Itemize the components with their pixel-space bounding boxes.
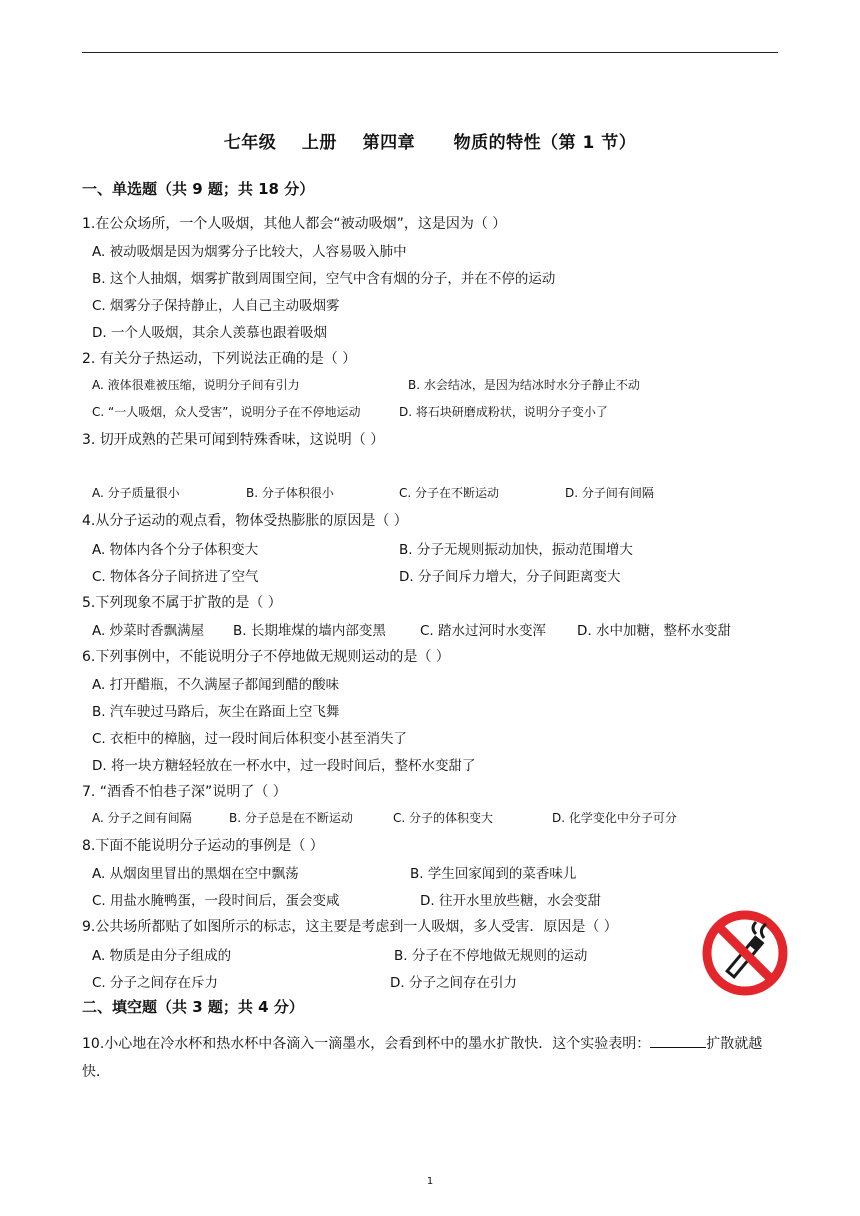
question-8-option-d: D. 往开水里放些糖，水会变甜 bbox=[420, 893, 601, 909]
question-1-stem: 1.在公众场所，一个人吸烟，其他人都会“被动吸烟”，这是因为（ ） bbox=[82, 216, 507, 232]
question-5-option-b: B. 长期堆煤的墙内部变黑 bbox=[233, 623, 386, 639]
question-4-stem: 4.从分子运动的观点看，物体受热膨胀的原因是（ ） bbox=[82, 513, 408, 529]
question-3-option-c: C. 分子在不断运动 bbox=[399, 486, 500, 500]
question-2-option-d: D. 将石块研磨成粉状，说明分子变小了 bbox=[399, 405, 608, 419]
question-6-option-b: B. 汽车驶过马路后，灰尘在路面上空飞舞 bbox=[92, 704, 340, 720]
question-1-option-c: C. 烟雾分子保持静止，人自己主动吸烟雾 bbox=[92, 298, 340, 314]
section-heading-single-choice: 一、单选题（共 9 题；共 18 分） bbox=[82, 180, 315, 198]
question-5-option-a: A. 炒菜时香飘满屋 bbox=[92, 623, 205, 639]
question-9-option-b: B. 分子在不停地做无规则的运动 bbox=[394, 948, 588, 964]
question-4-option-d: D. 分子间斥力增大，分子间距离变大 bbox=[399, 569, 621, 585]
question-5-stem: 5.下列现象不属于扩散的是（ ） bbox=[82, 595, 282, 611]
question-6-option-a: A. 打开醋瓶，不久满屋子都闻到醋的酸味 bbox=[92, 677, 340, 693]
question-4-option-a: A. 物体内各个分子体积变大 bbox=[92, 542, 259, 558]
question-8-option-a: A. 从烟囱里冒出的黑烟在空中飘荡 bbox=[92, 866, 299, 882]
question-6-option-d: D. 将一块方糖轻轻放在一杯水中，过一段时间后，整杯水变甜了 bbox=[92, 758, 476, 774]
question-7-option-c: C. 分子的体积变大 bbox=[393, 811, 494, 825]
question-1-option-a: A. 被动吸烟是因为烟雾分子比较大，人容易吸入肺中 bbox=[92, 244, 407, 260]
page-number: 1 bbox=[426, 1176, 434, 1187]
question-6-stem: 6.下列事例中，不能说明分子不停地做无规则运动的是（ ） bbox=[82, 649, 450, 665]
question-8-option-c: C. 用盐水腌鸭蛋，一段时间后，蛋会变咸 bbox=[92, 893, 340, 909]
question-3-option-d: D. 分子间有间隔 bbox=[565, 486, 654, 500]
question-9-option-d: D. 分子之间存在引力 bbox=[390, 975, 517, 991]
question-3-option-a: A. 分子质量很小 bbox=[92, 486, 180, 500]
question-9-option-a: A. 物质是由分子组成的 bbox=[92, 948, 232, 964]
question-2-option-c: C. “一人吸烟，众人受害”，说明分子在不停地运动 bbox=[92, 405, 361, 419]
question-4-option-c: C. 物体各分子间挤进了空气 bbox=[92, 569, 259, 585]
question-8-option-b: B. 学生回家闻到的菜香味儿 bbox=[410, 866, 577, 882]
question-3-stem: 3. 切开成熟的芒果可闻到特殊香味，这说明（ ） bbox=[82, 432, 385, 448]
header-rule bbox=[82, 52, 778, 53]
question-1-option-d: D. 一个人吸烟，其余人羡慕也跟着吸烟 bbox=[92, 325, 327, 341]
question-2-option-a: A. 液体很难被压缩，说明分子间有引力 bbox=[92, 378, 300, 392]
question-10-text-before: 10.小心地在冷水杯和热水杯中各滴入一滴墨水，会看到杯中的墨水扩散快．这个实验表明： bbox=[82, 1036, 651, 1052]
question-9-stem: 9.公共场所都贴了如图所示的标志，这主要是考虑到一人吸烟，多人受害．原因是（ ） bbox=[82, 919, 618, 935]
question-1-option-b: B. 这个人抽烟，烟雾扩散到周围空间，空气中含有烟的分子，并在不停的运动 bbox=[92, 271, 556, 287]
question-8-stem: 8.下面不能说明分子运动的事例是（ ） bbox=[82, 838, 324, 854]
question-2-option-b: B. 水会结冰，是因为结冰时水分子静止不动 bbox=[408, 378, 640, 392]
question-5-option-c: C. 踏水过河时水变浑 bbox=[420, 623, 547, 639]
question-3-option-b: B. 分子体积很小 bbox=[246, 486, 334, 500]
no-smoking-sign-icon bbox=[700, 908, 790, 998]
section-heading-fill-blank: 二、填空题（共 3 题；共 4 分） bbox=[82, 998, 304, 1016]
question-7-stem: 7. “酒香不怕巷子深”说明了（ ） bbox=[82, 784, 287, 800]
question-7-option-a: A. 分子之间有间隔 bbox=[92, 811, 192, 825]
question-10 bbox=[82, 1030, 782, 1086]
question-10-text-after: 扩散就越快． bbox=[82, 1036, 763, 1080]
question-6-option-c: C. 衣柜中的樟脑，过一段时间后体积变小甚至消失了 bbox=[92, 731, 408, 747]
question-2-stem: 2. 有关分子热运动，下列说法正确的是（ ） bbox=[82, 351, 357, 367]
question-10-blank[interactable] bbox=[650, 1033, 706, 1048]
question-5-option-d: D. 水中加糖，整杯水变甜 bbox=[577, 623, 731, 639]
page-title: 七年级 上册 第四章 物质的特性（第 1 节） bbox=[223, 133, 637, 153]
question-7-option-d: D. 化学变化中分子可分 bbox=[552, 811, 677, 825]
question-4-option-b: B. 分子无规则振动加快，振动范围增大 bbox=[399, 542, 633, 558]
question-9-option-c: C. 分子之间存在斥力 bbox=[92, 975, 219, 991]
question-7-option-b: B. 分子总是在不断运动 bbox=[229, 811, 353, 825]
